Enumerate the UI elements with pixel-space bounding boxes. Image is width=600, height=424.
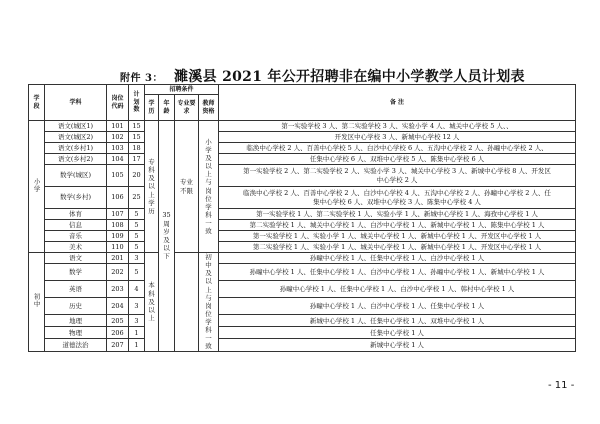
cell-plan: 3 bbox=[129, 298, 145, 315]
note-line: 第一实验学校 2 人、第二实验学校 2 人、实验小学 3 人、城关中心学校 3 人、新城中心学校 8 人、开发区 bbox=[243, 167, 551, 176]
cell-plan: 5 bbox=[129, 220, 145, 231]
cell-plan: 15 bbox=[129, 121, 145, 132]
table-row bbox=[29, 121, 576, 132]
table-row bbox=[29, 220, 576, 231]
cell-note: 孙疃中心学校 1 人、任集中心学校 1 人、白沙中心学校 1 人、韩村中心学校 1 人 bbox=[219, 281, 576, 298]
cell-note: 第一实验学校 1 人、第二实验学校 1 人、实验小学 1 人、新城中心学校 1 人、海孜中心学校 1 人 bbox=[219, 209, 576, 220]
cell-code: 101 bbox=[107, 121, 129, 132]
cell-code: 207 bbox=[107, 339, 129, 351]
cell-plan: 20 bbox=[129, 165, 145, 187]
cell-note: 新城中心学校 1 人 bbox=[219, 339, 576, 351]
table-row bbox=[29, 281, 576, 298]
recruitment-plan-table bbox=[28, 84, 576, 352]
cell-code: 201 bbox=[107, 253, 129, 264]
stage-middle: 初中 bbox=[29, 253, 45, 352]
cell-note: 第二实验学校 1 人、实验小学 1 人、城关中心学校 1 人、新城中心学校 1 人、开发区中心学校 1 人 bbox=[219, 242, 576, 253]
table-row bbox=[29, 327, 576, 339]
cell-plan: 3 bbox=[129, 253, 145, 264]
table-row bbox=[29, 315, 576, 327]
header-qualification: 教师资格 bbox=[199, 95, 219, 121]
table-row bbox=[29, 264, 576, 281]
cell-note: 第一实验学校 3 人、第二实验学校 3 人、实验小学 4 人、城关中心学校 5 人、、 bbox=[219, 121, 576, 132]
cell-plan: 1 bbox=[129, 327, 145, 339]
cell-plan: 4 bbox=[129, 281, 145, 298]
cell-plan: 5 bbox=[129, 209, 145, 220]
edu-primary: 专科及以上学历 bbox=[145, 121, 159, 253]
table-row bbox=[29, 209, 576, 220]
major-primary: 专业不限 bbox=[175, 121, 199, 253]
attachment-label: 附件 3： bbox=[120, 73, 163, 84]
cell-code: 108 bbox=[107, 220, 129, 231]
header-school-stage: 学段 bbox=[29, 85, 45, 121]
table-row bbox=[29, 231, 576, 242]
cell-note: 孙疃中心学校 1 人、白沙中心学校 1 人、任集中心学校 1 人 bbox=[219, 298, 576, 315]
header-age: 年龄 bbox=[159, 95, 175, 121]
cell-plan: 15 bbox=[129, 132, 145, 143]
cell-subject: 音乐 bbox=[45, 231, 107, 242]
cell-subject: 语文(城区1) bbox=[45, 121, 107, 132]
note-line: 中心学校 2 人 bbox=[376, 175, 418, 184]
major-middle bbox=[175, 253, 199, 352]
header-subject: 学科 bbox=[45, 85, 107, 121]
cell-note: 孙疃中心学校 1 人、任集中心学校 1 人、白沙中心学校 1 人 bbox=[219, 253, 576, 264]
cell-subject: 英语 bbox=[45, 281, 107, 298]
cell-subject: 历史 bbox=[45, 298, 107, 315]
cell-code: 110 bbox=[107, 242, 129, 253]
cell-subject: 美术 bbox=[45, 242, 107, 253]
table-row bbox=[29, 298, 576, 315]
cell-code: 103 bbox=[107, 143, 129, 154]
age-all: 35周岁及以下 bbox=[159, 121, 175, 352]
cell-note: 任集中心学校 6 人、双堆中心学校 5 人、陈集中心学校 6 人 bbox=[219, 154, 576, 165]
stage-primary: 小学 bbox=[29, 121, 45, 253]
cell-plan: 18 bbox=[129, 143, 145, 154]
cell-subject: 语文(乡村1) bbox=[45, 143, 107, 154]
cell-note: 孙疃中心学校 1 人、任集中心学校 1 人、白沙中心学校 1 人、孙疃中心学校 1 人、新城中心学校 1 人 bbox=[219, 264, 576, 281]
cell-plan: 25 bbox=[129, 187, 145, 209]
cell-note: 新城中心学校 1 人、任集中心学校 1 人、双堆中心学校 1 人 bbox=[219, 315, 576, 327]
cell-plan: 3 bbox=[129, 315, 145, 327]
cell-code: 107 bbox=[107, 209, 129, 220]
cell-plan: 5 bbox=[129, 264, 145, 281]
table-row bbox=[29, 154, 576, 165]
cell-subject: 信息 bbox=[45, 220, 107, 231]
qual-primary: 小学及以上与岗位学科一致 bbox=[199, 121, 219, 253]
cell-note: 临涣中心学校 2 人、百善中心学校 5 人、白沙中心学校 6 人、五沟中心学校 2 人、孙疃中心学校 2 人、 bbox=[219, 143, 576, 154]
cell-subject: 语文(城区2) bbox=[45, 132, 107, 143]
cell-code: 102 bbox=[107, 132, 129, 143]
cell-code: 105 bbox=[107, 165, 129, 187]
cell-code: 109 bbox=[107, 231, 129, 242]
cell-code: 204 bbox=[107, 298, 129, 315]
cell-subject: 数学(城区) bbox=[45, 165, 107, 187]
cell-code: 106 bbox=[107, 187, 129, 209]
table-row bbox=[29, 253, 576, 264]
table-row bbox=[29, 165, 576, 187]
header-notes: 备 注 bbox=[219, 85, 576, 121]
cell-code: 104 bbox=[107, 154, 129, 165]
cell-code: 203 bbox=[107, 281, 129, 298]
cell-code: 206 bbox=[107, 327, 129, 339]
cell-code: 205 bbox=[107, 315, 129, 327]
table-row bbox=[29, 143, 576, 154]
cell-note bbox=[219, 187, 576, 209]
cell-plan: 17 bbox=[129, 154, 145, 165]
cell-note: 第二实验学校 1 人、城关中心学校 1 人、白沙中心学校 1 人、新城中心学校 1 人、陈集中心学校 1 人 bbox=[219, 220, 576, 231]
cell-subject: 物理 bbox=[45, 327, 107, 339]
title-line bbox=[0, 66, 600, 86]
cell-subject: 数学 bbox=[45, 264, 107, 281]
table-row bbox=[29, 339, 576, 351]
cell-subject: 地理 bbox=[45, 315, 107, 327]
cell-subject: 语文 bbox=[45, 253, 107, 264]
cell-subject: 语文(乡村2) bbox=[45, 154, 107, 165]
header-education: 学历 bbox=[145, 95, 159, 121]
cell-plan: 5 bbox=[129, 231, 145, 242]
page-title: 濉溪县 2021 年公开招聘非在编中小学教学人员计划表 bbox=[174, 69, 525, 85]
note-line: 集中心学校 6 人、双堆中心学校 3 人、陈集中心学校 4 人 bbox=[313, 197, 481, 206]
cell-note: 第一实验学校 1 人、实验小学 1 人、城关中心学校 1 人、新城中心学校 1 人、开发区中心学校 1 人 bbox=[219, 231, 576, 242]
edu-middle: 本科及以上 bbox=[145, 253, 159, 352]
cell-note: 开发区中心学校 3 人、新城中心学校 12 人 bbox=[219, 132, 576, 143]
cell-note: 任集中心学校 1 人 bbox=[219, 327, 576, 339]
qual-middle: 初中及以上与岗位学科一致 bbox=[199, 253, 219, 352]
header-post-code: 岗位代码 bbox=[107, 85, 129, 121]
cell-plan: 1 bbox=[129, 339, 145, 351]
table-row bbox=[29, 242, 576, 253]
cell-note bbox=[219, 165, 576, 187]
cell-subject: 体育 bbox=[45, 209, 107, 220]
cell-subject: 数学(乡村) bbox=[45, 187, 107, 209]
page-number: - 11 - bbox=[548, 380, 575, 391]
table-row bbox=[29, 187, 576, 209]
cell-subject: 道德法治 bbox=[45, 339, 107, 351]
cell-code: 202 bbox=[107, 264, 129, 281]
cell-plan: 5 bbox=[129, 242, 145, 253]
note-line: 临涣中心学校 2 人、百善中心学校 2 人、白沙中心学校 4 人、五沟中心学校 2 人、孙疃中心学校 2 人、任 bbox=[243, 189, 551, 198]
table-row bbox=[29, 132, 576, 143]
header-conditions: 招聘条件 bbox=[145, 85, 219, 95]
header-major: 专业要求 bbox=[175, 95, 199, 121]
header-plan: 计划数 bbox=[129, 85, 145, 121]
